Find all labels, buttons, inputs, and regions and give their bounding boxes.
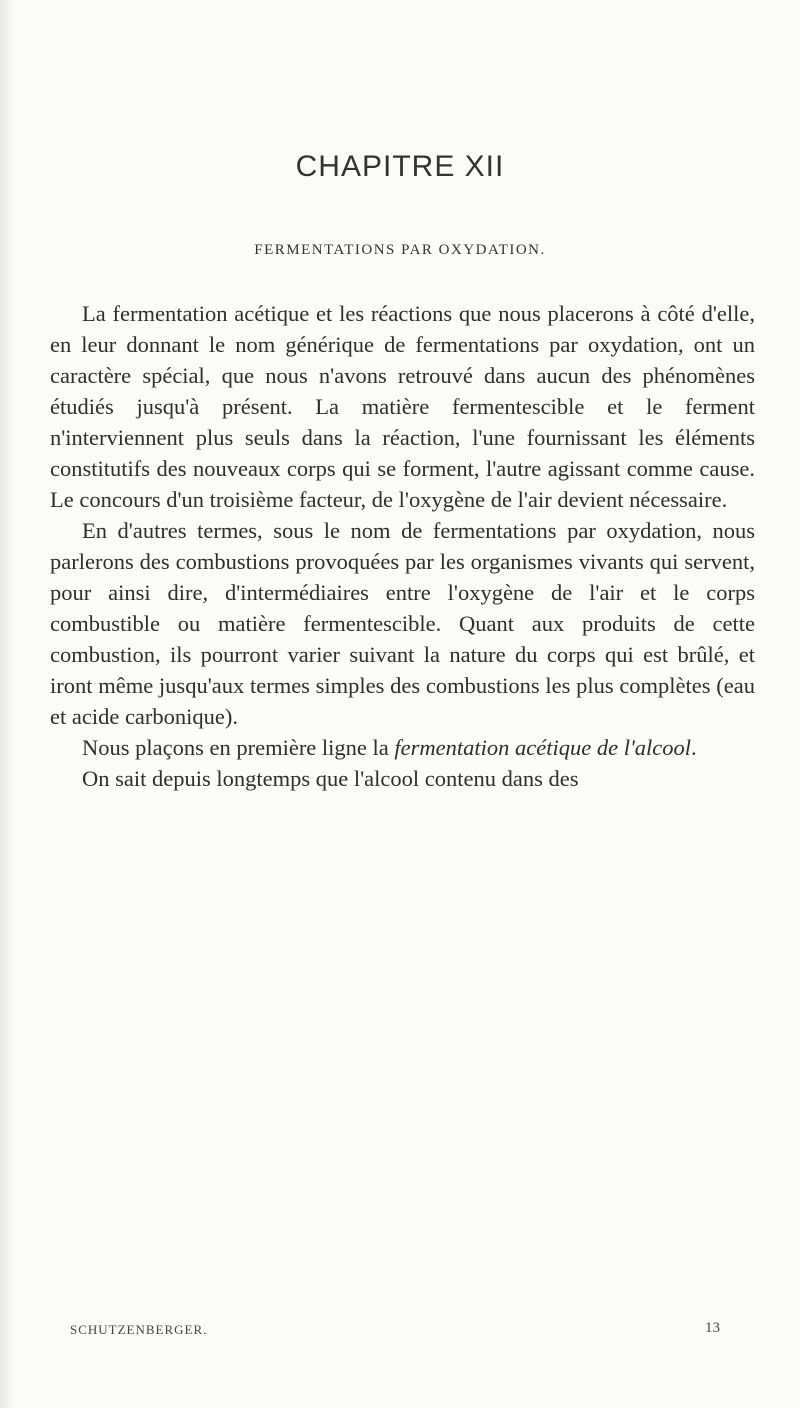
- paragraph-3-tail: .: [691, 735, 697, 760]
- paragraph-1: La fermentation acétique et les réactions que nous placerons à côté d'elle, en leur donnant le nom générique de fermentations par oxydation, ont un caractère spécial, que nous n'avons retrouvé dans aucun des phénomènes étudiés jusqu'à présent. La matière fermentescible et le ferment n'interviennent plus seuls dans la réaction, l'une fournissant les éléments constitutifs des nouveaux corps qui se forment, l'autre agissant comme cause. Le concours d'un troisième facteur, de l'oxygène de l'air devient nécessaire.: [50, 301, 755, 512]
- body-text: [50, 298, 755, 794]
- chapter-title: CHAPITRE XII: [295, 150, 505, 183]
- signature-mark: 13: [705, 1320, 720, 1336]
- paragraph-4: On sait depuis longtemps que l'alcool contenu dans des: [82, 766, 579, 791]
- page-footer: [70, 1322, 720, 1338]
- paragraph-2: En d'autres termes, sous le nom de fermentations par oxydation, nous parlerons des combustions provoquées par les organismes vivants qui servent, pour ainsi dire, d'intermédiaires entre l'oxygène de l'air et le corps combustible ou matière fermentescible. Quant aux produits de cette combustion, ils pourront varier suivant la nature du corps qui est brûlé, et iront même jusqu'aux termes simples des combustions les plus complètes (eau et acide carbonique).: [50, 518, 755, 729]
- page-gutter-shadow: [0, 0, 14, 1408]
- paragraph-3: [50, 732, 755, 763]
- paragraph-3-lead: Nous plaçons en première ligne la: [82, 735, 395, 760]
- running-author: SCHUTZENBERGER.: [70, 1322, 208, 1337]
- section-title: FERMENTATIONS PAR OXYDATION.: [254, 242, 546, 258]
- paragraph-3-emphasis: fermentation acétique de l'alcool: [394, 735, 692, 760]
